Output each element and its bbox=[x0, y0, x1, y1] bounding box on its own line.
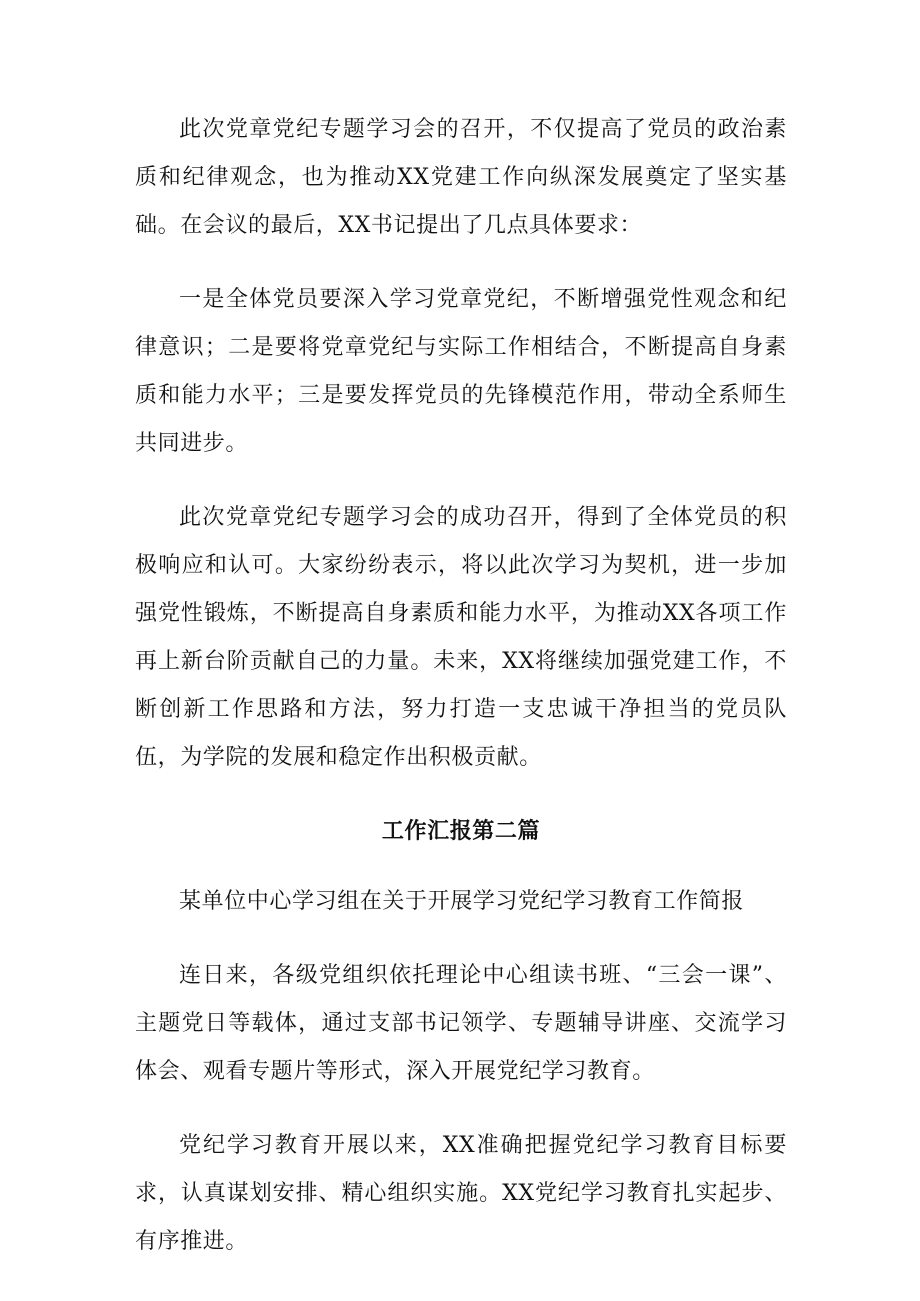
document-body bbox=[135, 106, 787, 1292]
paragraph-meeting-outcome: 此次党章党纪专题学习会的成功召开，得到了全体党员的积极响应和认可。大家纷纷表示，将以此次学习为契机，进一步加强党性锻炼，不断提高自身素质和能力水平，为推动XX各项工作再上新台阶贡献自己的力量。未来，XX将继续加强党建工作，不断创新工作思路和方法，努力打造一支忠诚干净担当的党员队伍，为学院的发展和稳定作出积极贡献。 bbox=[135, 505, 787, 770]
paragraph-study-progress: 党纪学习教育开展以来，XX准确把握党纪学习教育目标要求，认真谋划安排、精心组织实施。XX党纪学习教育扎实起步、有序推进。 bbox=[135, 1133, 787, 1254]
paragraph-study-activities: 连日来，各级党组织依托理论中心组读书班、“三会一课”、主题党日等载体，通过支部书记领学、专题辅导讲座、交流学习体会、观看专题片等形式，深入开展党纪学习教育。 bbox=[135, 963, 787, 1084]
paragraph-requirements: 一是全体党员要深入学习党章党纪，不断增强党性观念和纪律意识；二是要将党章党纪与实际工作相结合，不断提高自身素质和能力水平；三是要发挥党员的先锋模范作用，带动全系师生共同进步。 bbox=[135, 287, 787, 456]
section-title: 工作汇报第二篇 bbox=[381, 819, 541, 844]
section-subtitle: 某单位中心学习组在关于开展学习党纪学习教育工作简报 bbox=[179, 889, 745, 914]
paragraph-meeting-significance: 此次党章党纪专题学习会的召开，不仅提高了党员的政治素质和纪律观念，也为推动XX党建工作向纵深发展奠定了坚实基础。在会议的最后，XX书记提出了几点具体要求： bbox=[135, 117, 787, 238]
